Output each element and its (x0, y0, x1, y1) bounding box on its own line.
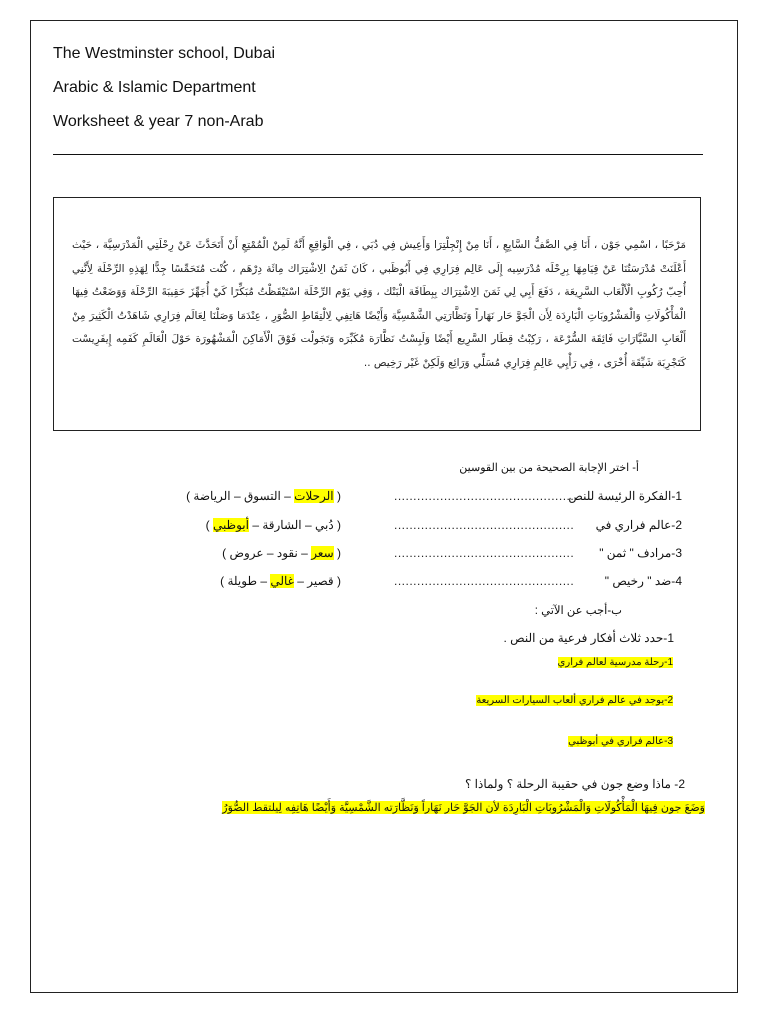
highlighted-answer: غالي (270, 574, 294, 588)
question-1-options: ( الرحلات – التسوق – الرياضة ) (186, 489, 341, 503)
section-b-heading: ب-أجب عن الآتي : (534, 605, 622, 617)
sub-idea-answer-2: 2-يوجد في عالم فراري ألعاب السيارات السريعة (476, 695, 673, 706)
answer-line-2: ............................................... (394, 518, 575, 532)
section-b-answer-2: وَضَعَ جون فِيهَا الْمَأْكُولَاتِ وَالْمَشْرُوبَاتِ الْبَارِدَة لأن الجَوَّ حَار نَهَاراً وَنَظَّارَته الشَّمْسِيَّة وَأَيْضًا هَاتِفِه لِيلتقط الصُّوَرُ (222, 802, 705, 814)
section-a-heading: أ- اختر الإجابة الصحيحة من بين القوسين (459, 462, 639, 474)
question-3-label: 3-مرادف " ثمن " (599, 546, 682, 560)
worksheet-page (30, 20, 738, 993)
question-4-label: 4-ضد " رخيص " (604, 574, 682, 588)
question-2-label: 2-عالم فراري في (595, 518, 682, 532)
question-1-label: 1-الفكرة الرئيسة للنص (568, 489, 682, 503)
department-name: Arabic & Islamic Department (53, 79, 256, 96)
answer-line-3: ............................................... (394, 546, 575, 560)
highlighted-answer: الرحلات (294, 489, 334, 503)
question-3-options: ( سعر – نقود – عروض ) (222, 546, 341, 560)
sub-idea-answer-1: 1-رحلة مدرسية لعالم فراري (557, 657, 673, 668)
question-2-options: ( دُبي – الشارقة – أبوظبي ) (205, 518, 341, 532)
highlighted-answer: أبوظبي (212, 518, 249, 532)
sub-idea-answer-3: 3-عالم فراري في أبوظبي (568, 736, 673, 747)
reading-passage: مَرْحَبًا ، اسْمِي جَوْن ، أَنَا فِي الصَّفُّ السَّابِعِ ، أَنَا مِنْ إِنْجِلْتِرَا وَأَعِيش فِي دُبَي ، فِي الْوَاقِعِ أَنَّهُ لَمِنْ الْمُمْتِعِ أَنْ أَتَحَدَّثَ عَنْ رِحْلَتِي الْمَدْرَسِيَّة ، حَيْث أَعْلَنَتْ مُدْرَسَتُنَا عَنْ قِيَامِهَا بِرِحْلَه مُدْرَسِيه إِلَى عَالِم فِرَارِي فِي أَبُوظَبي ، كَانَ ثَمَنُ الِاشْتِرَاك مِائَة دِرْهَم ، كُنْت مُتَحَمِّسًا جِدًّا لِهَذِهِ الرِّحْلَة لِأَنَّنِي أُحِبّ رُكُوبِ الْأَلْعَاب السَّرِيعَة ، دَفَعَ أَبِي لِي ثَمَنَ الِاشْتِرَاك بِبِطَاقَة الْبَنْك ، وَفِي يَوْم الرِّحْلَة اسْتَيْقَظْتُ مُبَكِّرًا كَيْ أُجَهِّزَ حَقِيبَةَ الرِّحْلَة وَوَضَعْتُ فِيهَا الْمَأْكُولَاتِ وَالْمَشْرُوبَاتِ الْبَارِدَة لِأَن الْجَوَّ حَار نَهَاراً وَنَظَّارَتِي الشَّمْسِيَّة وَأَيْضًا هَاتِفِي لِالْتِقَاطِ الصُّوَرِ ، عِنْدَمَا وَصَلْنَا لِعَالَم فِرَارِي شَاهَدْتُ الْكَثِيرَ مِنْ أَلْعَابِ السَّيَّارَاتِ فَائِقَة السُّرْعَة ، رَكِبْتُ قِطَار السَّرِيع أَيْضًا وَلَبِسْتُ نَظَّارَة مُكَبِّرَه وَتَجَولْت فَوْقَ الْأَمَاكِنَ الْمَشْهُورَة حَوْلَ الْعَالَمِ كَفَمِه إِيفَرِيسْت كَتَجْرِبَة شَيِّقَة أُخْرَى ، فِي رَأْيِي عَالِمِ فِرَارِي مُسَلِّي وَرَائِع وَلَكِنْ غَيْر رَخِيص .. (72, 239, 686, 369)
answer-line-4: ............................................... (394, 574, 575, 588)
answer-line-1: ............................................... (394, 489, 575, 503)
worksheet-title: Worksheet & year 7 non-Arab (53, 113, 264, 130)
school-name: The Westminster school, Dubai (53, 45, 276, 62)
question-4-options: ( قصير – غالي – طويلة ) (220, 574, 341, 588)
header-divider (53, 154, 703, 155)
reading-passage-box (53, 197, 701, 431)
section-b-question-2: 2- ماذا وضع جون في حقيبة الرحلة ؟ ولماذا ؟ (464, 777, 685, 791)
section-b-question-1: 1-حدد ثلاث أفكار فرعية من النص . (503, 631, 674, 645)
highlighted-answer: سعر (311, 546, 334, 560)
